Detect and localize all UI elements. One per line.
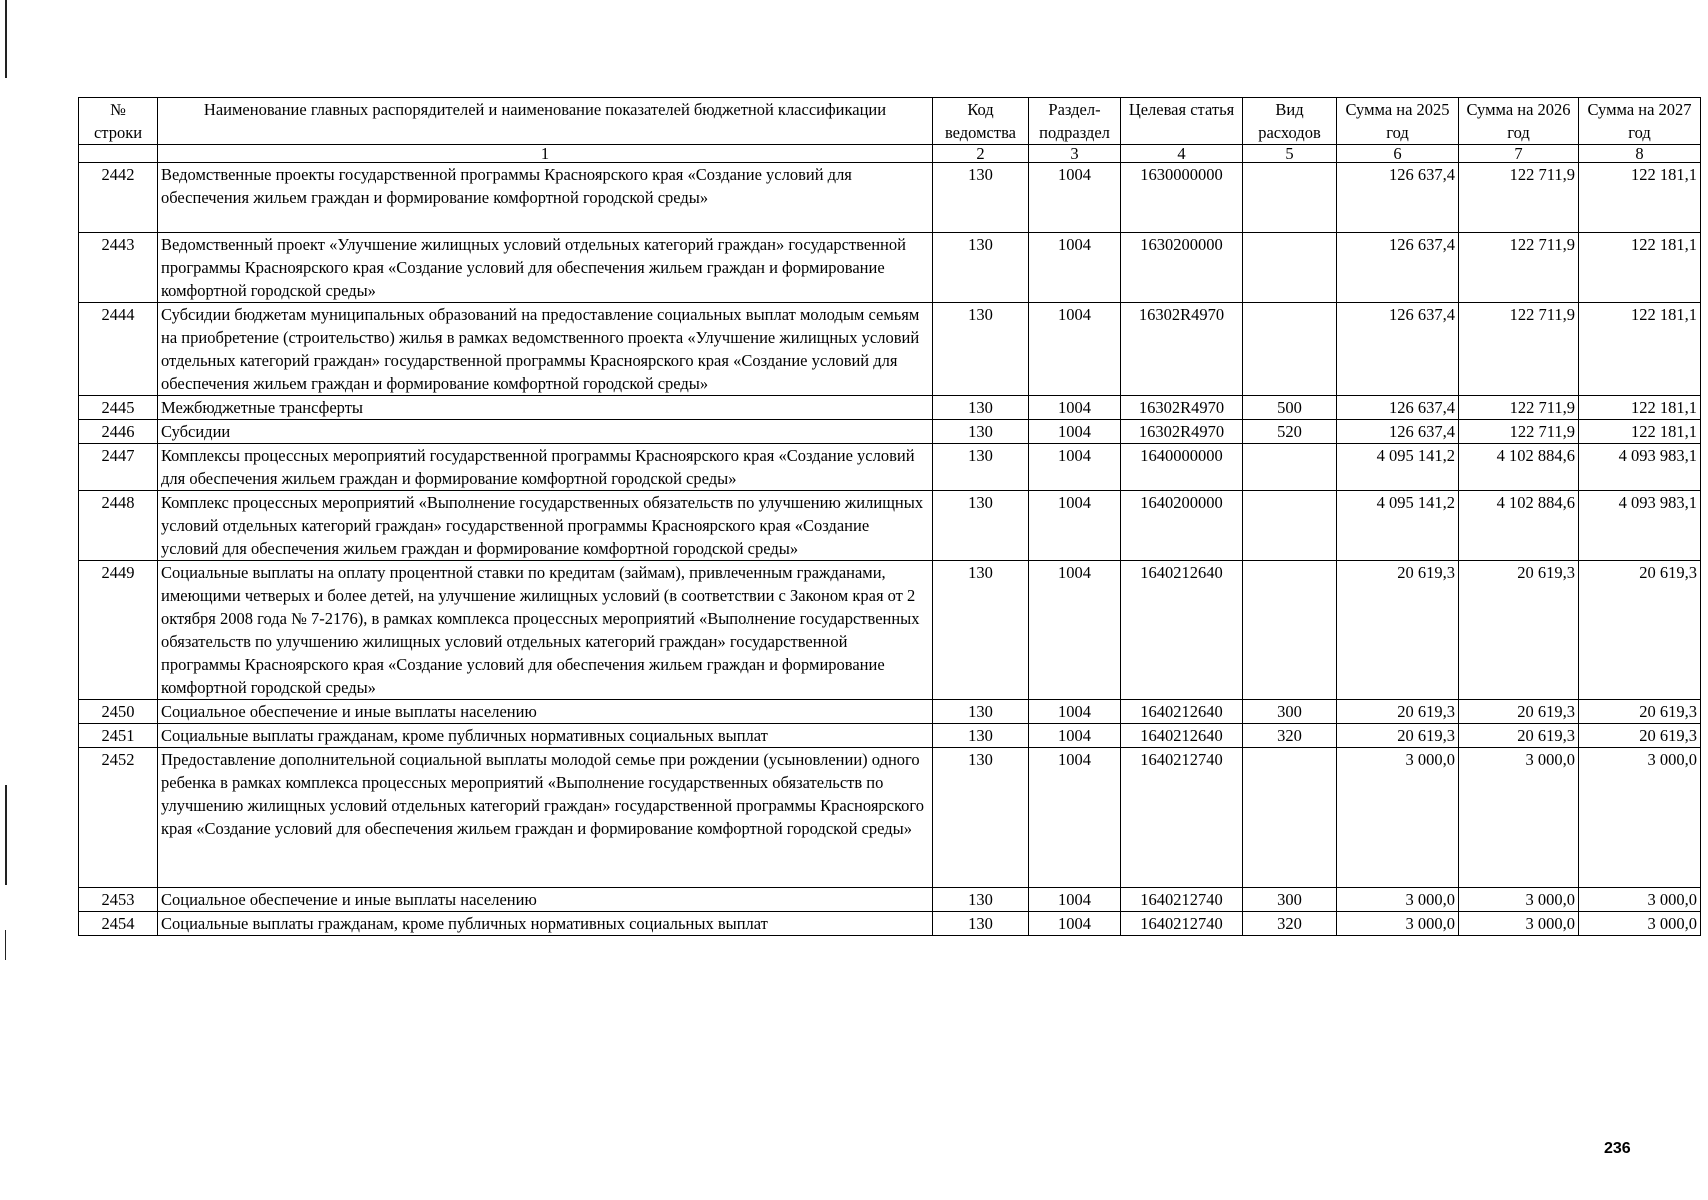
sum-2026: 4 102 884,6 [1459, 444, 1579, 491]
row-number: 2446 [79, 420, 158, 444]
scan-edge-mark [5, 930, 6, 960]
row-number: 2454 [79, 912, 158, 936]
sum-2026: 3 000,0 [1459, 912, 1579, 936]
sum-2027: 3 000,0 [1579, 912, 1701, 936]
column-index: 3 [1029, 145, 1121, 163]
department-code: 130 [933, 748, 1029, 888]
sum-2025: 4 095 141,2 [1337, 491, 1459, 561]
department-code: 130 [933, 444, 1029, 491]
table-body [79, 163, 1701, 936]
table-row [79, 396, 1701, 420]
row-number: 2444 [79, 303, 158, 396]
row-name: Ведомственные проекты государственной программы Красноярского края «Создание условий для обеспечения жильем граждан и формирование комфортной городской среды» [158, 163, 933, 233]
section-code: 1004 [1029, 724, 1121, 748]
header-expense-type: Вид расходов [1243, 98, 1337, 145]
sum-2026: 3 000,0 [1459, 748, 1579, 888]
row-number: 2447 [79, 444, 158, 491]
sum-2027: 122 181,1 [1579, 303, 1701, 396]
department-code: 130 [933, 396, 1029, 420]
row-number: 2445 [79, 396, 158, 420]
scan-edge-mark [5, 785, 7, 885]
row-number: 2442 [79, 163, 158, 233]
sum-2027: 122 181,1 [1579, 420, 1701, 444]
section-code: 1004 [1029, 396, 1121, 420]
table-row [79, 163, 1701, 233]
sum-2025: 126 637,4 [1337, 163, 1459, 233]
row-number: 2451 [79, 724, 158, 748]
table-row [79, 491, 1701, 561]
header-name: Наименование главных распорядителей и наименование показателей бюджетной классификации [158, 98, 933, 145]
sum-2025: 126 637,4 [1337, 420, 1459, 444]
header-department-code: Код ведомства [933, 98, 1029, 145]
target-article: 1640200000 [1121, 491, 1243, 561]
sum-2026: 122 711,9 [1459, 420, 1579, 444]
header-sum-2027: Сумма на 2027 год [1579, 98, 1701, 145]
expense-type [1243, 233, 1337, 303]
column-index: 6 [1337, 145, 1459, 163]
row-name: Комплекс процессных мероприятий «Выполнение государственных обязательств по улучшению жилищных условий отдельных категорий граждан» государственной программы Красноярского края «Создание условий для обеспечения жильем граждан и формирование комфортной городской среды» [158, 491, 933, 561]
table-row [79, 233, 1701, 303]
sum-2026: 3 000,0 [1459, 888, 1579, 912]
section-code: 1004 [1029, 748, 1121, 888]
sum-2025: 126 637,4 [1337, 303, 1459, 396]
column-index-row [79, 145, 1701, 163]
row-number: 2452 [79, 748, 158, 888]
row-name: Комплексы процессных мероприятий государственной программы Красноярского края «Создание условий для обеспечения жильем граждан и формирование комфортной городской среды» [158, 444, 933, 491]
target-article: 16302R4970 [1121, 396, 1243, 420]
department-code: 130 [933, 233, 1029, 303]
sum-2025: 3 000,0 [1337, 888, 1459, 912]
target-article: 1640212640 [1121, 724, 1243, 748]
row-name: Социальные выплаты на оплату процентной ставки по кредитам (займам), привлеченным гражданами, имеющими четверых и более детей, на улучшение жилищных условий (в соответствии с Законом края от 2 октября 2008 года № 7-2176), в рамках комплекса процессных мероприятий «Выполнение государственных обязательств по улучшению жилищных условий отдельных категорий граждан» государственной программы Красноярского края «Создание условий для обеспечения жильем граждан и формирование комфортной городской среды» [158, 561, 933, 700]
section-code: 1004 [1029, 700, 1121, 724]
section-code: 1004 [1029, 163, 1121, 233]
sum-2027: 122 181,1 [1579, 163, 1701, 233]
sum-2027: 122 181,1 [1579, 396, 1701, 420]
sum-2026: 122 711,9 [1459, 163, 1579, 233]
row-name: Социальное обеспечение и иные выплаты населению [158, 888, 933, 912]
sum-2026: 122 711,9 [1459, 396, 1579, 420]
table-header [79, 98, 1701, 163]
budget-table [78, 97, 1701, 936]
sum-2027: 20 619,3 [1579, 561, 1701, 700]
row-name: Предоставление дополнительной социальной выплаты молодой семье при рождении (усыновлении) одного ребенка в рамках комплекса процессных мероприятий «Выполнение государственных обязательств по улучшению жилищных условий отдельных категорий граждан» государственной программы Красноярского края «Создание условий для обеспечения жильем граждан и формирование комфортной городской среды» [158, 748, 933, 888]
row-name: Социальное обеспечение и иные выплаты населению [158, 700, 933, 724]
row-name: Социальные выплаты гражданам, кроме публичных нормативных социальных выплат [158, 912, 933, 936]
page-number: 236 [1604, 1140, 1631, 1157]
table-row [79, 444, 1701, 491]
table-row [79, 748, 1701, 888]
sum-2027: 122 181,1 [1579, 233, 1701, 303]
table-row [79, 888, 1701, 912]
header-row-number: № строки [79, 98, 158, 145]
row-number: 2453 [79, 888, 158, 912]
section-code: 1004 [1029, 303, 1121, 396]
sum-2027: 3 000,0 [1579, 748, 1701, 888]
expense-type [1243, 491, 1337, 561]
column-index: 7 [1459, 145, 1579, 163]
target-article: 1640212640 [1121, 561, 1243, 700]
row-number: 2448 [79, 491, 158, 561]
column-index: 2 [933, 145, 1029, 163]
sum-2026: 122 711,9 [1459, 233, 1579, 303]
sum-2026: 20 619,3 [1459, 700, 1579, 724]
sum-2025: 20 619,3 [1337, 700, 1459, 724]
header-target-article: Целевая статья [1121, 98, 1243, 145]
sum-2027: 20 619,3 [1579, 724, 1701, 748]
sum-2026: 20 619,3 [1459, 561, 1579, 700]
expense-type [1243, 444, 1337, 491]
column-index: 1 [158, 145, 933, 163]
column-index: 5 [1243, 145, 1337, 163]
section-code: 1004 [1029, 491, 1121, 561]
department-code: 130 [933, 724, 1029, 748]
column-index [79, 145, 158, 163]
section-code: 1004 [1029, 912, 1121, 936]
table-row [79, 912, 1701, 936]
expense-type [1243, 303, 1337, 396]
section-code: 1004 [1029, 444, 1121, 491]
sum-2025: 20 619,3 [1337, 724, 1459, 748]
sum-2025: 126 637,4 [1337, 396, 1459, 420]
row-name: Субсидии бюджетам муниципальных образований на предоставление социальных выплат молодым семьям на приобретение (строительство) жилья в рамках ведомственного проекта «Улучшение жилищных условий отдельных категорий граждан» государственной программы Красноярского края «Создание условий для обеспечения жильем граждан и формирование комфортной городской среды» [158, 303, 933, 396]
target-article: 16302R4970 [1121, 420, 1243, 444]
table-row [79, 700, 1701, 724]
row-name: Ведомственный проект «Улучшение жилищных условий отдельных категорий граждан» государственной программы Красноярского края «Создание условий для обеспечения жильем граждан и формирование комфортной городской среды» [158, 233, 933, 303]
target-article: 1640212740 [1121, 888, 1243, 912]
sum-2026: 4 102 884,6 [1459, 491, 1579, 561]
row-number: 2450 [79, 700, 158, 724]
sum-2027: 4 093 983,1 [1579, 444, 1701, 491]
expense-type: 300 [1243, 700, 1337, 724]
target-article: 1630000000 [1121, 163, 1243, 233]
table-row [79, 561, 1701, 700]
expense-type [1243, 748, 1337, 888]
section-code: 1004 [1029, 233, 1121, 303]
target-article: 1640212740 [1121, 912, 1243, 936]
target-article: 1630200000 [1121, 233, 1243, 303]
sum-2025: 126 637,4 [1337, 233, 1459, 303]
table-row [79, 420, 1701, 444]
sum-2027: 3 000,0 [1579, 888, 1701, 912]
sum-2026: 122 711,9 [1459, 303, 1579, 396]
sum-2026: 20 619,3 [1459, 724, 1579, 748]
sum-2027: 20 619,3 [1579, 700, 1701, 724]
expense-type: 300 [1243, 888, 1337, 912]
scan-edge-mark [5, 0, 7, 78]
section-code: 1004 [1029, 420, 1121, 444]
expense-type [1243, 163, 1337, 233]
department-code: 130 [933, 561, 1029, 700]
sum-2025: 20 619,3 [1337, 561, 1459, 700]
row-name: Социальные выплаты гражданам, кроме публичных нормативных социальных выплат [158, 724, 933, 748]
department-code: 130 [933, 420, 1029, 444]
header-row [79, 98, 1701, 145]
target-article: 16302R4970 [1121, 303, 1243, 396]
expense-type: 520 [1243, 420, 1337, 444]
row-number: 2443 [79, 233, 158, 303]
department-code: 130 [933, 491, 1029, 561]
header-section: Раздел-подраздел [1029, 98, 1121, 145]
row-number: 2449 [79, 561, 158, 700]
department-code: 130 [933, 303, 1029, 396]
department-code: 130 [933, 163, 1029, 233]
expense-type: 320 [1243, 912, 1337, 936]
expense-type: 500 [1243, 396, 1337, 420]
section-code: 1004 [1029, 888, 1121, 912]
sum-2025: 4 095 141,2 [1337, 444, 1459, 491]
department-code: 130 [933, 912, 1029, 936]
sum-2027: 4 093 983,1 [1579, 491, 1701, 561]
section-code: 1004 [1029, 561, 1121, 700]
target-article: 1640000000 [1121, 444, 1243, 491]
table-row [79, 303, 1701, 396]
header-sum-2025: Сумма на 2025 год [1337, 98, 1459, 145]
department-code: 130 [933, 888, 1029, 912]
department-code: 130 [933, 700, 1029, 724]
target-article: 1640212640 [1121, 700, 1243, 724]
row-name: Субсидии [158, 420, 933, 444]
expense-type: 320 [1243, 724, 1337, 748]
column-index: 4 [1121, 145, 1243, 163]
column-index: 8 [1579, 145, 1701, 163]
sum-2025: 3 000,0 [1337, 912, 1459, 936]
target-article: 1640212740 [1121, 748, 1243, 888]
table-row [79, 724, 1701, 748]
expense-type [1243, 561, 1337, 700]
row-name: Межбюджетные трансферты [158, 396, 933, 420]
header-sum-2026: Сумма на 2026 год [1459, 98, 1579, 145]
sum-2025: 3 000,0 [1337, 748, 1459, 888]
